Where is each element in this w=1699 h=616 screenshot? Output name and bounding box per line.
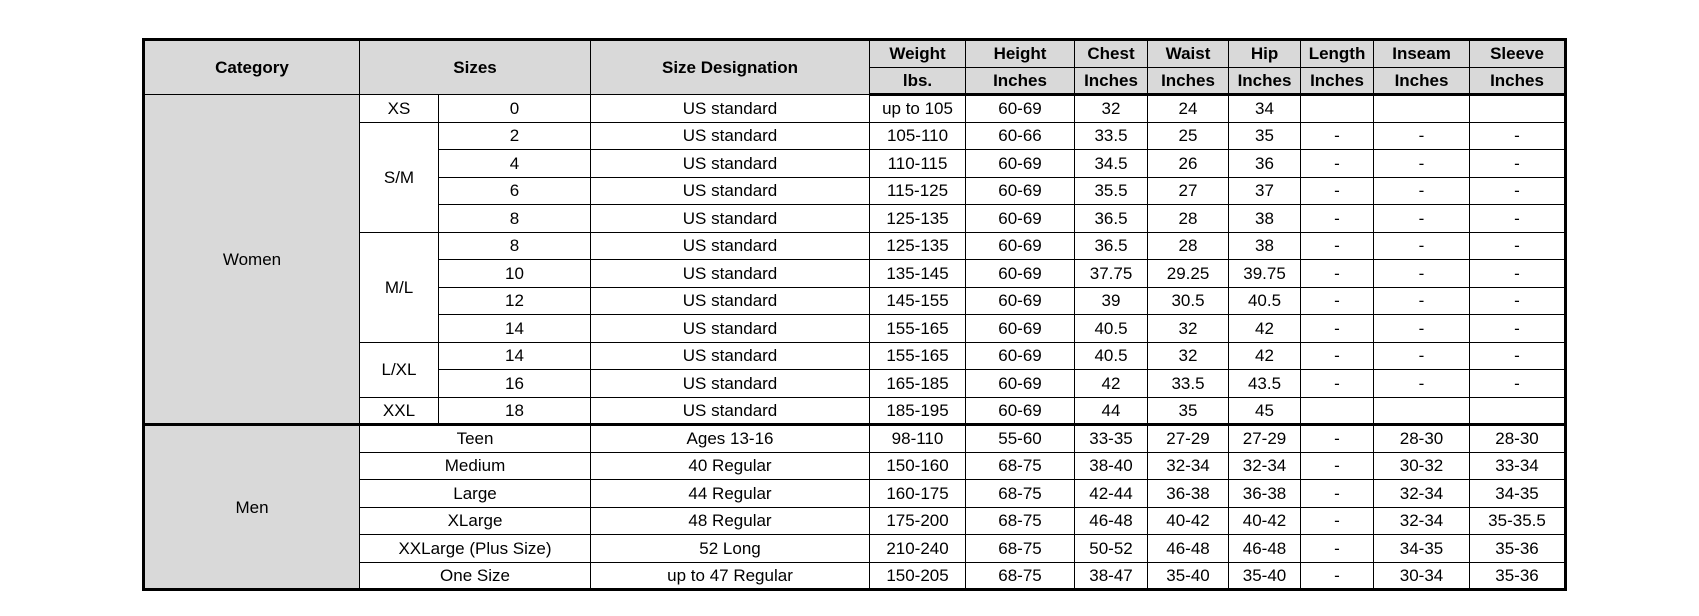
weight-cell: 165-185 xyxy=(870,370,966,398)
sleeve-cell: - xyxy=(1470,370,1566,398)
hip-cell: 46-48 xyxy=(1229,535,1301,563)
waist-cell: 27-29 xyxy=(1148,425,1229,453)
height-cell: 60-69 xyxy=(966,397,1075,425)
length-cell: - xyxy=(1301,562,1374,590)
header-sizes: Sizes xyxy=(360,40,591,95)
size-group-xxl: XXL xyxy=(360,397,439,425)
designation-cell: US standard xyxy=(591,232,870,260)
header-waist: Waist xyxy=(1148,40,1229,68)
inseam-cell: - xyxy=(1374,122,1470,150)
height-cell: 68-75 xyxy=(966,535,1075,563)
weight-cell: 160-175 xyxy=(870,480,966,508)
weight-cell: 150-205 xyxy=(870,562,966,590)
weight-cell: 210-240 xyxy=(870,535,966,563)
size-cell: 14 xyxy=(439,315,591,343)
designation-cell: US standard xyxy=(591,95,870,123)
size-cell: 0 xyxy=(439,95,591,123)
designation-cell: 52 Long xyxy=(591,535,870,563)
hip-cell: 37 xyxy=(1229,177,1301,205)
chest-cell: 46-48 xyxy=(1075,507,1148,535)
waist-cell: 36-38 xyxy=(1148,480,1229,508)
length-cell: - xyxy=(1301,507,1374,535)
chest-cell: 38-47 xyxy=(1075,562,1148,590)
designation-cell: US standard xyxy=(591,287,870,315)
height-cell: 60-69 xyxy=(966,232,1075,260)
sleeve-cell: - xyxy=(1470,342,1566,370)
size-cell: Large xyxy=(360,480,591,508)
inseam-cell: - xyxy=(1374,260,1470,288)
chest-cell: 44 xyxy=(1075,397,1148,425)
designation-cell: Ages 13-16 xyxy=(591,425,870,453)
header-hip-unit: Inches xyxy=(1229,67,1301,95)
waist-cell: 27 xyxy=(1148,177,1229,205)
length-cell: - xyxy=(1301,425,1374,453)
height-cell: 60-69 xyxy=(966,205,1075,233)
length-cell: - xyxy=(1301,150,1374,178)
header-inseam-unit: Inches xyxy=(1374,67,1470,95)
weight-cell: 98-110 xyxy=(870,425,966,453)
size-cell: Medium xyxy=(360,452,591,480)
waist-cell: 25 xyxy=(1148,122,1229,150)
chest-cell: 40.5 xyxy=(1075,315,1148,343)
chest-cell: 40.5 xyxy=(1075,342,1148,370)
header-chest: Chest xyxy=(1075,40,1148,68)
weight-cell: 105-110 xyxy=(870,122,966,150)
length-cell: - xyxy=(1301,287,1374,315)
category-women: Women xyxy=(144,95,360,425)
length-cell xyxy=(1301,397,1374,425)
waist-cell: 32-34 xyxy=(1148,452,1229,480)
size-cell: 12 xyxy=(439,287,591,315)
sleeve-cell: 35-36 xyxy=(1470,562,1566,590)
sleeve-cell xyxy=(1470,397,1566,425)
header-hip: Hip xyxy=(1229,40,1301,68)
length-cell: - xyxy=(1301,370,1374,398)
chest-cell: 42-44 xyxy=(1075,480,1148,508)
weight-cell: 125-135 xyxy=(870,205,966,233)
size-cell: 10 xyxy=(439,260,591,288)
waist-cell: 35 xyxy=(1148,397,1229,425)
size-cell: 8 xyxy=(439,232,591,260)
size-cell: 18 xyxy=(439,397,591,425)
height-cell: 60-69 xyxy=(966,370,1075,398)
header-size-designation: Size Designation xyxy=(591,40,870,95)
table-row xyxy=(144,425,1566,453)
weight-cell: 145-155 xyxy=(870,287,966,315)
category-men: Men xyxy=(144,425,360,590)
height-cell: 60-69 xyxy=(966,260,1075,288)
chest-cell: 37.75 xyxy=(1075,260,1148,288)
hip-cell: 34 xyxy=(1229,95,1301,123)
inseam-cell xyxy=(1374,95,1470,123)
inseam-cell: - xyxy=(1374,150,1470,178)
hip-cell: 39.75 xyxy=(1229,260,1301,288)
weight-cell: 115-125 xyxy=(870,177,966,205)
hip-cell: 36 xyxy=(1229,150,1301,178)
hip-cell: 32-34 xyxy=(1229,452,1301,480)
waist-cell: 32 xyxy=(1148,315,1229,343)
weight-cell: 175-200 xyxy=(870,507,966,535)
hip-cell: 36-38 xyxy=(1229,480,1301,508)
waist-cell: 26 xyxy=(1148,150,1229,178)
designation-cell: US standard xyxy=(591,205,870,233)
designation-cell: 44 Regular xyxy=(591,480,870,508)
length-cell: - xyxy=(1301,452,1374,480)
inseam-cell: 30-32 xyxy=(1374,452,1470,480)
chest-cell: 33-35 xyxy=(1075,425,1148,453)
waist-cell: 24 xyxy=(1148,95,1229,123)
hip-cell: 42 xyxy=(1229,315,1301,343)
designation-cell: 48 Regular xyxy=(591,507,870,535)
header-inseam: Inseam xyxy=(1374,40,1470,68)
height-cell: 60-69 xyxy=(966,287,1075,315)
sleeve-cell: - xyxy=(1470,205,1566,233)
designation-cell: 40 Regular xyxy=(591,452,870,480)
designation-cell: US standard xyxy=(591,370,870,398)
waist-cell: 35-40 xyxy=(1148,562,1229,590)
header-sleeve: Sleeve xyxy=(1470,40,1566,68)
header-length: Length xyxy=(1301,40,1374,68)
height-cell: 68-75 xyxy=(966,452,1075,480)
hip-cell: 35 xyxy=(1229,122,1301,150)
length-cell: - xyxy=(1301,535,1374,563)
size-group-l-xl: L/XL xyxy=(360,342,439,397)
size-cell: One Size xyxy=(360,562,591,590)
designation-cell: US standard xyxy=(591,315,870,343)
weight-cell: 135-145 xyxy=(870,260,966,288)
hip-cell: 38 xyxy=(1229,205,1301,233)
sleeve-cell: - xyxy=(1470,177,1566,205)
header-height-unit: Inches xyxy=(966,67,1075,95)
inseam-cell: - xyxy=(1374,315,1470,343)
hip-cell: 38 xyxy=(1229,232,1301,260)
header-height: Height xyxy=(966,40,1075,68)
sleeve-cell: - xyxy=(1470,315,1566,343)
sleeve-cell: 34-35 xyxy=(1470,480,1566,508)
height-cell: 68-75 xyxy=(966,562,1075,590)
inseam-cell: - xyxy=(1374,205,1470,233)
designation-cell: US standard xyxy=(591,260,870,288)
sleeve-cell xyxy=(1470,95,1566,123)
length-cell: - xyxy=(1301,480,1374,508)
waist-cell: 40-42 xyxy=(1148,507,1229,535)
waist-cell: 46-48 xyxy=(1148,535,1229,563)
weight-cell: 110-115 xyxy=(870,150,966,178)
inseam-cell: - xyxy=(1374,370,1470,398)
designation-cell: US standard xyxy=(591,177,870,205)
length-cell xyxy=(1301,95,1374,123)
header-sleeve-unit: Inches xyxy=(1470,67,1566,95)
sleeve-cell: - xyxy=(1470,122,1566,150)
waist-cell: 30.5 xyxy=(1148,287,1229,315)
chest-cell: 50-52 xyxy=(1075,535,1148,563)
waist-cell: 28 xyxy=(1148,232,1229,260)
length-cell: - xyxy=(1301,315,1374,343)
chest-cell: 38-40 xyxy=(1075,452,1148,480)
designation-cell: US standard xyxy=(591,122,870,150)
height-cell: 68-75 xyxy=(966,507,1075,535)
weight-cell: 125-135 xyxy=(870,232,966,260)
table-row xyxy=(144,95,1566,123)
chest-cell: 39 xyxy=(1075,287,1148,315)
sleeve-cell: - xyxy=(1470,232,1566,260)
size-group-m-l: M/L xyxy=(360,232,439,342)
height-cell: 68-75 xyxy=(966,480,1075,508)
size-chart-table xyxy=(142,38,1567,591)
height-cell: 60-69 xyxy=(966,150,1075,178)
size-group-s-m: S/M xyxy=(360,122,439,232)
length-cell: - xyxy=(1301,260,1374,288)
length-cell: - xyxy=(1301,232,1374,260)
inseam-cell: 32-34 xyxy=(1374,507,1470,535)
sleeve-cell: - xyxy=(1470,287,1566,315)
weight-cell: up to 105 xyxy=(870,95,966,123)
size-cell: 14 xyxy=(439,342,591,370)
height-cell: 60-69 xyxy=(966,95,1075,123)
hip-cell: 40-42 xyxy=(1229,507,1301,535)
designation-cell: US standard xyxy=(591,342,870,370)
sleeve-cell: 35-36 xyxy=(1470,535,1566,563)
size-group-xs: XS xyxy=(360,95,439,123)
hip-cell: 35-40 xyxy=(1229,562,1301,590)
waist-cell: 32 xyxy=(1148,342,1229,370)
inseam-cell: 28-30 xyxy=(1374,425,1470,453)
height-cell: 60-66 xyxy=(966,122,1075,150)
size-cell: 16 xyxy=(439,370,591,398)
waist-cell: 28 xyxy=(1148,205,1229,233)
hip-cell: 42 xyxy=(1229,342,1301,370)
size-cell: 6 xyxy=(439,177,591,205)
size-cell: XLarge xyxy=(360,507,591,535)
sleeve-cell: - xyxy=(1470,150,1566,178)
height-cell: 60-69 xyxy=(966,342,1075,370)
header-chest-unit: Inches xyxy=(1075,67,1148,95)
length-cell: - xyxy=(1301,205,1374,233)
header-weight: Weight xyxy=(870,40,966,68)
inseam-cell: - xyxy=(1374,177,1470,205)
height-cell: 60-69 xyxy=(966,315,1075,343)
header-length-unit: Inches xyxy=(1301,67,1374,95)
size-cell: 4 xyxy=(439,150,591,178)
waist-cell: 29.25 xyxy=(1148,260,1229,288)
weight-cell: 155-165 xyxy=(870,315,966,343)
sleeve-cell: - xyxy=(1470,260,1566,288)
header-weight-unit: lbs. xyxy=(870,67,966,95)
height-cell: 55-60 xyxy=(966,425,1075,453)
length-cell: - xyxy=(1301,342,1374,370)
weight-cell: 155-165 xyxy=(870,342,966,370)
inseam-cell: 34-35 xyxy=(1374,535,1470,563)
size-cell: 2 xyxy=(439,122,591,150)
hip-cell: 45 xyxy=(1229,397,1301,425)
size-cell: Teen xyxy=(360,425,591,453)
sleeve-cell: 35-35.5 xyxy=(1470,507,1566,535)
inseam-cell: - xyxy=(1374,232,1470,260)
length-cell: - xyxy=(1301,177,1374,205)
waist-cell: 33.5 xyxy=(1148,370,1229,398)
inseam-cell: - xyxy=(1374,287,1470,315)
inseam-cell: 32-34 xyxy=(1374,480,1470,508)
chest-cell: 42 xyxy=(1075,370,1148,398)
weight-cell: 150-160 xyxy=(870,452,966,480)
size-cell: 8 xyxy=(439,205,591,233)
designation-cell: US standard xyxy=(591,397,870,425)
height-cell: 60-69 xyxy=(966,177,1075,205)
size-cell: XXLarge (Plus Size) xyxy=(360,535,591,563)
designation-cell: US standard xyxy=(591,150,870,178)
length-cell: - xyxy=(1301,122,1374,150)
inseam-cell: 30-34 xyxy=(1374,562,1470,590)
hip-cell: 27-29 xyxy=(1229,425,1301,453)
chest-cell: 36.5 xyxy=(1075,205,1148,233)
chest-cell: 36.5 xyxy=(1075,232,1148,260)
chest-cell: 32 xyxy=(1075,95,1148,123)
hip-cell: 43.5 xyxy=(1229,370,1301,398)
sleeve-cell: 28-30 xyxy=(1470,425,1566,453)
inseam-cell xyxy=(1374,397,1470,425)
chest-cell: 35.5 xyxy=(1075,177,1148,205)
chest-cell: 34.5 xyxy=(1075,150,1148,178)
designation-cell: up to 47 Regular xyxy=(591,562,870,590)
sleeve-cell: 33-34 xyxy=(1470,452,1566,480)
hip-cell: 40.5 xyxy=(1229,287,1301,315)
weight-cell: 185-195 xyxy=(870,397,966,425)
header-waist-unit: Inches xyxy=(1148,67,1229,95)
inseam-cell: - xyxy=(1374,342,1470,370)
chest-cell: 33.5 xyxy=(1075,122,1148,150)
header-category: Category xyxy=(144,40,360,95)
